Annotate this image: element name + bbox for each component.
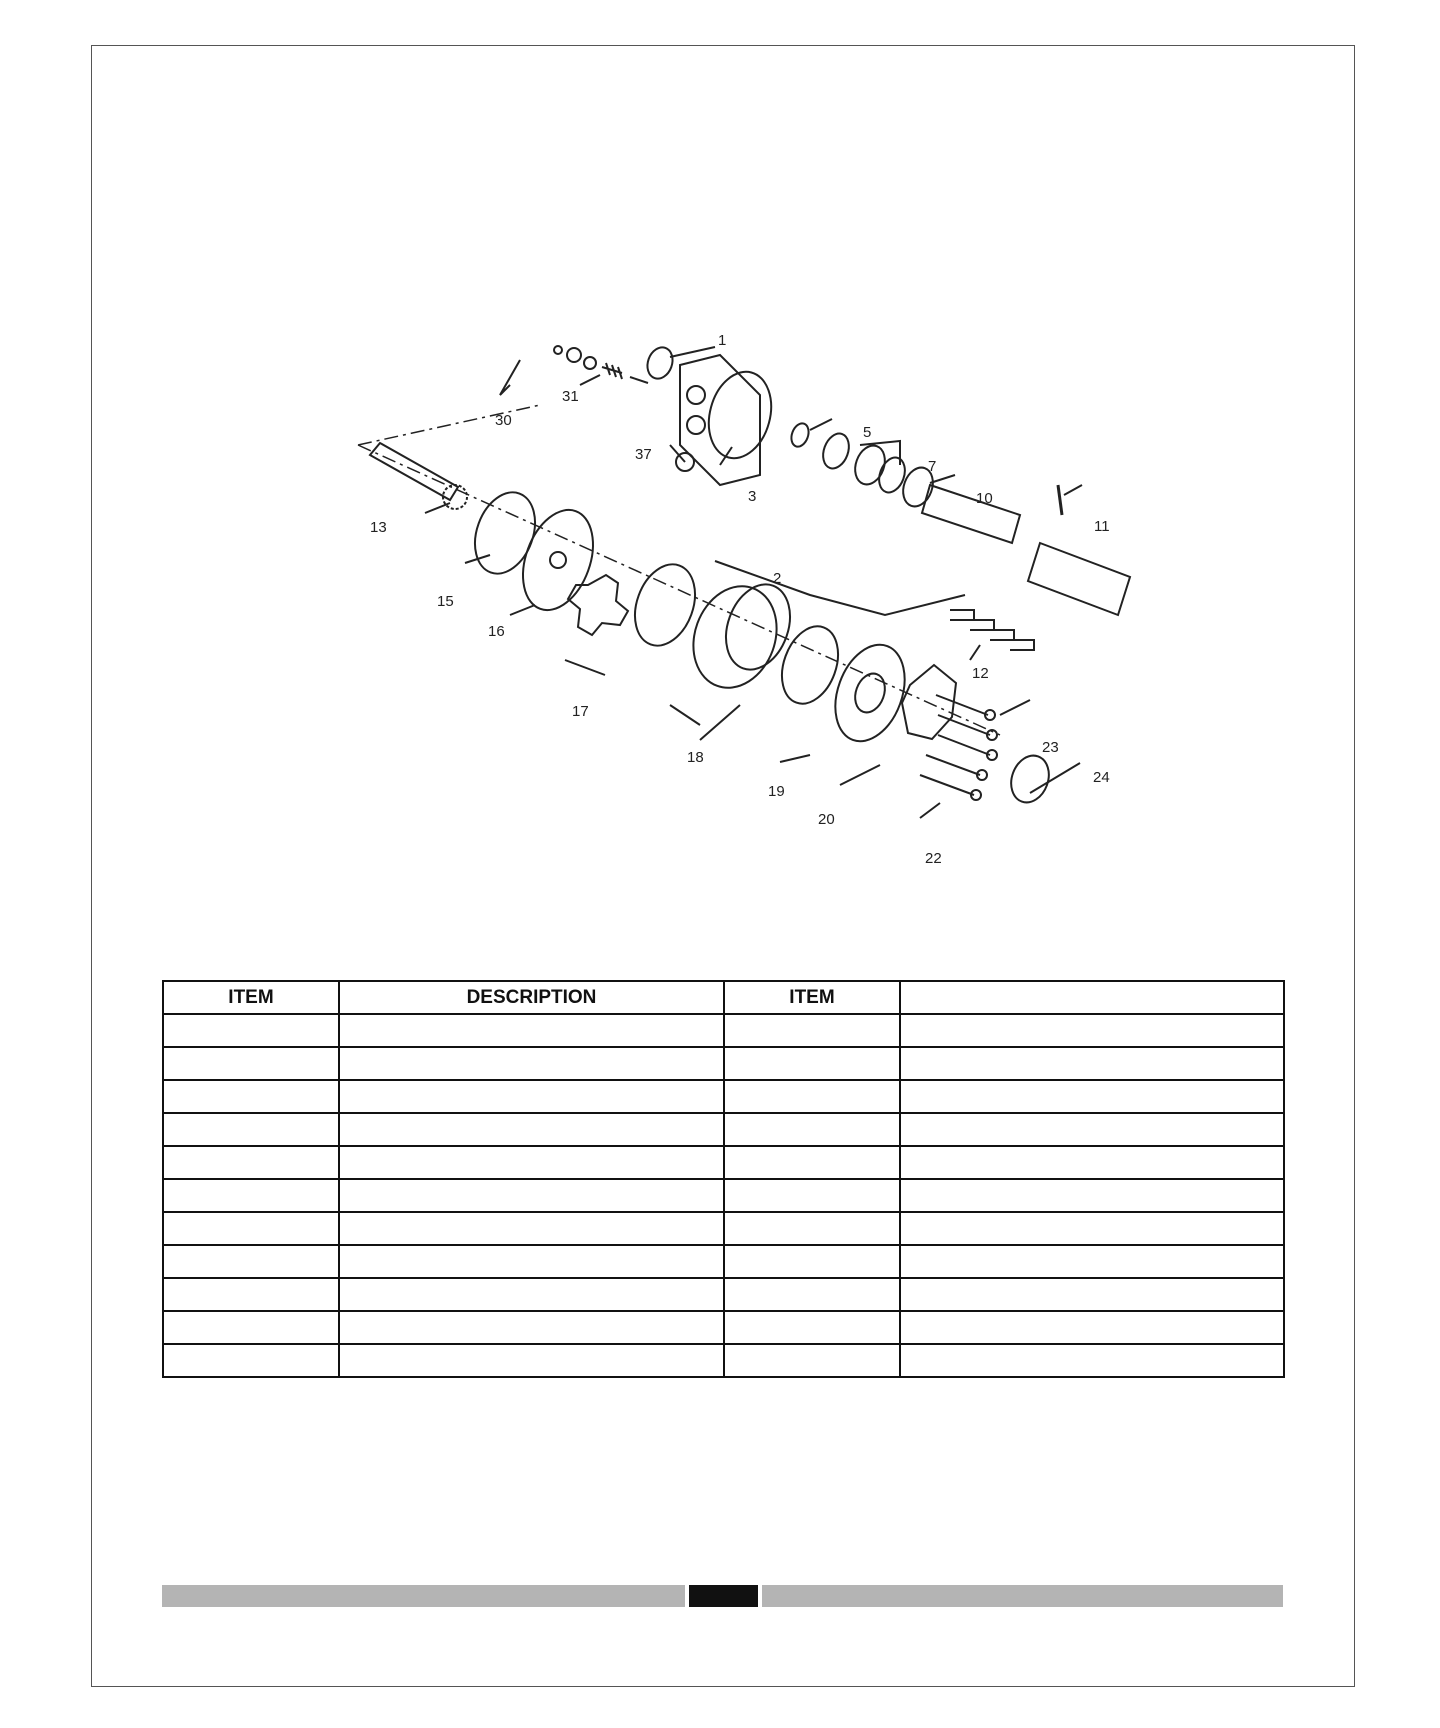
table-cell xyxy=(339,1311,724,1344)
callout-2: 2 xyxy=(773,570,782,587)
table-cell xyxy=(163,1311,339,1344)
table-row xyxy=(163,1047,1284,1080)
header-item: ITEM xyxy=(163,981,339,1014)
gerotor-housing xyxy=(680,574,791,699)
exploded-view-drawing xyxy=(340,315,1160,875)
table-row xyxy=(163,1146,1284,1179)
table-cell xyxy=(724,1047,900,1080)
table-cell xyxy=(163,1245,339,1278)
callout-23: 23 xyxy=(1042,739,1059,756)
table-cell xyxy=(724,1179,900,1212)
table-row xyxy=(163,1080,1284,1113)
table-cell xyxy=(163,1014,339,1047)
table-cell xyxy=(163,1113,339,1146)
table-cell xyxy=(339,1245,724,1278)
callout-31: 31 xyxy=(562,388,579,405)
table-cell xyxy=(339,1179,724,1212)
callout-16: 16 xyxy=(488,623,505,640)
table-cell xyxy=(339,1146,724,1179)
table-cell xyxy=(339,1278,724,1311)
table-row xyxy=(163,1113,1284,1146)
bolts-group xyxy=(920,695,997,800)
table-cell xyxy=(163,1146,339,1179)
centering-springs xyxy=(950,610,1034,650)
parts-table xyxy=(162,980,1285,1378)
table-cell xyxy=(900,1278,1284,1311)
table-header-row xyxy=(163,981,1284,1014)
seal-1 xyxy=(643,344,676,382)
plate-16 xyxy=(510,500,606,620)
end-cap xyxy=(823,635,917,751)
sleeve xyxy=(1028,543,1130,615)
callout-15: 15 xyxy=(437,593,454,610)
table-cell xyxy=(900,1344,1284,1377)
callout-20: 20 xyxy=(818,811,835,828)
callout-22: 22 xyxy=(925,850,942,867)
footer-bar-left xyxy=(162,1585,685,1607)
table-cell xyxy=(724,1344,900,1377)
callout-17: 17 xyxy=(572,703,589,720)
table-cell xyxy=(900,1047,1284,1080)
table-cell xyxy=(724,1014,900,1047)
table-cell xyxy=(339,1344,724,1377)
header-item-2: ITEM xyxy=(724,981,900,1014)
table-row xyxy=(163,1344,1284,1377)
callout-18: 18 xyxy=(687,749,704,766)
table-row xyxy=(163,1179,1284,1212)
table-cell xyxy=(339,1047,724,1080)
spool xyxy=(922,485,1020,543)
table-cell xyxy=(724,1146,900,1179)
table-cell xyxy=(163,1047,339,1080)
table-cell xyxy=(339,1080,724,1113)
header-description: DESCRIPTION xyxy=(339,981,724,1014)
table-cell xyxy=(900,1080,1284,1113)
o-ring-15 xyxy=(464,484,545,582)
table-cell xyxy=(724,1245,900,1278)
gasket xyxy=(902,665,956,739)
callout-13: 13 xyxy=(370,519,387,536)
table-cell xyxy=(163,1080,339,1113)
table-cell xyxy=(900,1146,1284,1179)
table-cell xyxy=(339,1212,724,1245)
callout-37: 37 xyxy=(635,446,652,463)
table-cell xyxy=(163,1212,339,1245)
table-cell xyxy=(900,1212,1284,1245)
table-cell xyxy=(724,1212,900,1245)
table-cell xyxy=(900,1113,1284,1146)
table-cell xyxy=(163,1179,339,1212)
drive-shaft xyxy=(370,443,458,500)
callout-10: 10 xyxy=(976,490,993,507)
table-row xyxy=(163,1212,1284,1245)
table-cell xyxy=(339,1113,724,1146)
table-cell xyxy=(900,1311,1284,1344)
gear-star-17 xyxy=(568,575,628,635)
table-cell xyxy=(163,1344,339,1377)
parts-table-body xyxy=(163,1014,1284,1377)
callout-7: 7 xyxy=(928,458,937,475)
cover-plug xyxy=(1005,750,1055,807)
table-cell xyxy=(724,1080,900,1113)
footer-page-tab xyxy=(689,1585,758,1607)
table-cell xyxy=(724,1278,900,1311)
table-cell xyxy=(163,1278,339,1311)
footer-bar-right xyxy=(762,1585,1283,1607)
callout-30: 30 xyxy=(495,412,512,429)
table-row xyxy=(163,1245,1284,1278)
valve-housing xyxy=(680,355,760,485)
table-cell xyxy=(900,1014,1284,1047)
callout-5: 5 xyxy=(863,424,872,441)
table-cell xyxy=(724,1311,900,1344)
exploded-parts-diagram xyxy=(340,315,1160,875)
callout-11: 11 xyxy=(1094,518,1110,535)
callout-24: 24 xyxy=(1093,769,1110,786)
table-cell xyxy=(900,1179,1284,1212)
callout-1: 1 xyxy=(718,332,727,349)
table-row xyxy=(163,1278,1284,1311)
table-cell xyxy=(900,1245,1284,1278)
table-row xyxy=(163,1014,1284,1047)
callout-12: 12 xyxy=(972,665,989,682)
table-cell xyxy=(339,1014,724,1047)
table-cell xyxy=(724,1113,900,1146)
callout-19: 19 xyxy=(768,783,785,800)
callout-3: 3 xyxy=(748,488,757,505)
header-description-2 xyxy=(900,981,1284,1014)
table-row xyxy=(163,1311,1284,1344)
